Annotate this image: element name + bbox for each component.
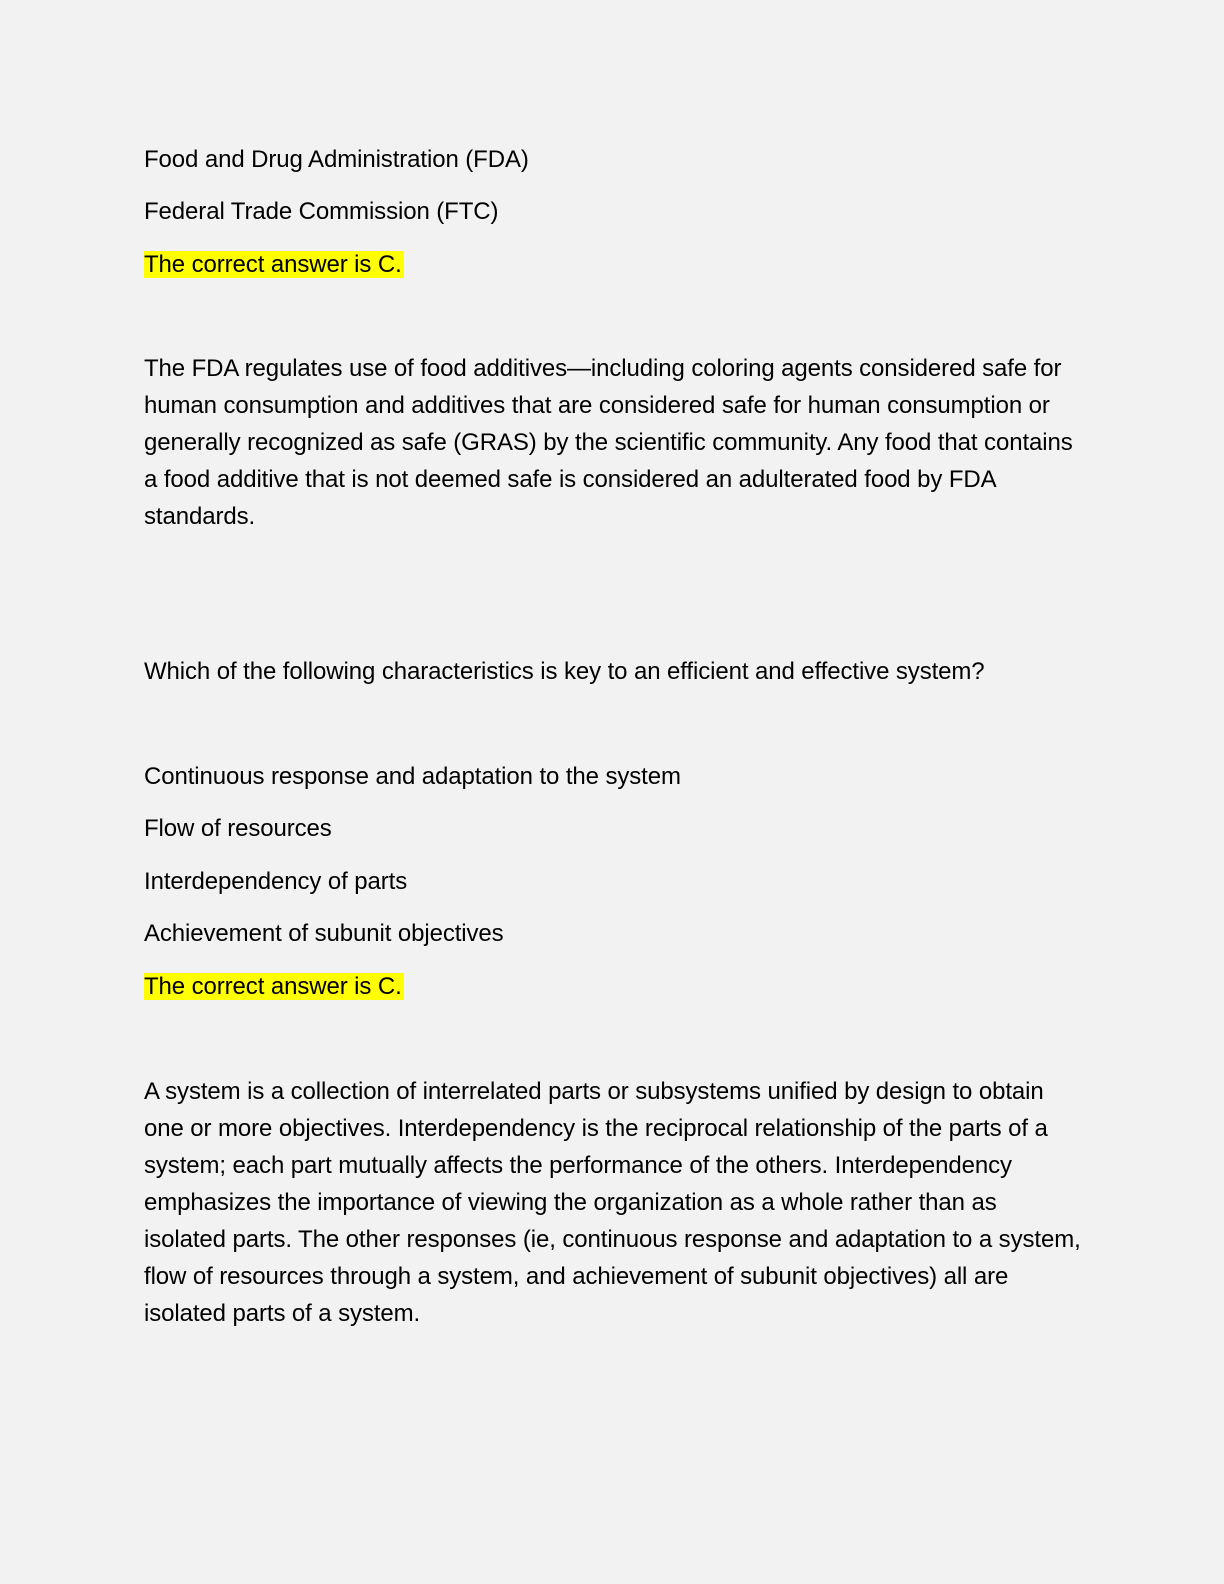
option-a: Continuous response and adaptation to the system <box>144 763 681 790</box>
correct-answer-2 <box>144 973 404 1001</box>
option-fda: Food and Drug Administration (FDA) <box>144 146 529 173</box>
option-ftc: Federal Trade Commission (FTC) <box>144 198 499 225</box>
option-b: Flow of resources <box>144 815 332 842</box>
question-2: Which of the following characteristics is key to an efficient and effective system? <box>144 658 985 685</box>
explanation-1: The FDA regulates use of food additives—including coloring agents considered safe for human consumption and additives that are considered safe for human consumption or generally recognized as safe (GRAS) by the scientific community. Any food that contains a food additive that is not deemed safe is considered an adulterated food by FDA standards. <box>144 355 1073 530</box>
correct-answer-1 <box>144 251 404 279</box>
explanation-2: A system is a collection of interrelated parts or subsystems unified by design to obtain one or more objectives. Interdependency is the reciprocal relationship of the parts of a system; each part mutually affects the performance of the others. Interdependency emphasizes the importance of viewing the organization as a whole rather than as isolated parts. The other responses (ie, continuous response and adaptation to a system, flow of resources through a system, and achievement of subunit objectives) all are isolated parts of a system. <box>144 1078 1081 1327</box>
answer-highlight: The correct answer is C. <box>144 251 402 278</box>
option-d: Achievement of subunit objectives <box>144 920 504 947</box>
answer-highlight: The correct answer is C. <box>144 973 402 1000</box>
option-c: Interdependency of parts <box>144 868 408 895</box>
